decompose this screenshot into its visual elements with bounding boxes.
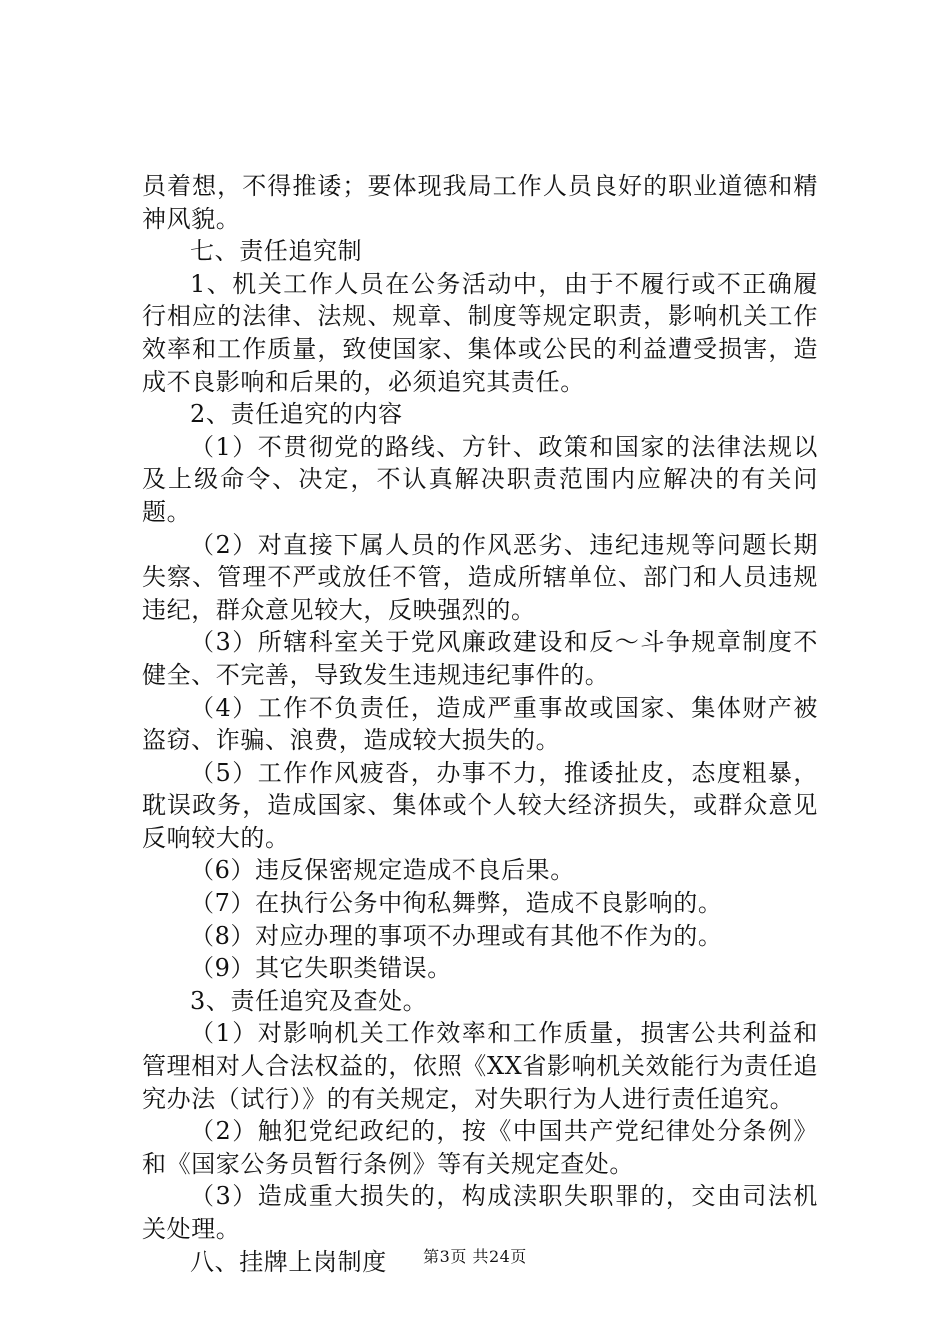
list-item: （2）触犯党纪政纪的，按《中国共产党纪律处分条例》和《国家公务员暂行条例》等有关规定查处。 (142, 1117, 818, 1178)
list-item: （1）不贯彻党的路线、方针、政策和国家的法律法规以及上级命令、决定，不认真解决职责范围内应解决的有关问题。 (142, 432, 818, 526)
list-item: （4）工作不负责任，造成严重事故或国家、集体财产被盗窃、诈骗、浪费，造成较大损失的。 (142, 693, 818, 755)
paragraph: 2、责任追究的内容 (190, 400, 403, 429)
list-item: （7）在执行公务中徇私舞弊，造成不良影响的。 (190, 889, 723, 918)
page-number-footer: 第3页 共24页 (423, 1247, 527, 1266)
section-heading: 七、责任追究制 (190, 237, 363, 266)
list-item: （1）对影响机关工作效率和工作质量，损害公共利益和管理相对人合法权益的，依照《XX省影响机关效能行为责任追究办法（试行）》的有关规定，对失职行为人进行责任追究。 (142, 1019, 818, 1113)
list-item: （9）其它失职类错误。 (190, 954, 452, 983)
list-item: （3）所辖科室关于党风廉政建设和反～斗争规章制度不健全、不完善，导致发生违规违纪事件的。 (142, 628, 818, 689)
paragraph: 1、机关工作人员在公务活动中，由于不履行或不正确履行相应的法律、法规、规章、制度等规定职责，影响机关工作效率和工作质量，致使国家、集体或公民的利益遭受损害，造成不良影响和后果的，必须追究其责任。 (142, 269, 818, 396)
list-item: （6）违反保密规定造成不良后果。 (190, 856, 575, 885)
section-heading: 八、挂牌上岗制度 (190, 1247, 387, 1276)
document-body (142, 170, 818, 1278)
list-item: （2）对直接下属人员的作风恶劣、违纪违规等问题长期失察、管理不严或放任不管，造成所辖单位、部门和人员违规违纪，群众意见较大，反映强烈的。 (142, 530, 818, 624)
list-item: （5）工作作风疲沓，办事不力，推诿扯皮，态度粗暴，耽误政务，造成国家、集体或个人较大经济损失，或群众意见反响较大的。 (142, 758, 818, 852)
paragraph: 3、责任追究及查处。 (190, 986, 428, 1015)
paragraph: 员着想，不得推诿；要体现我局工作人员良好的职业道德和精神风貌。 (142, 172, 818, 233)
list-item: （3）造成重大损失的，构成渎职失职罪的，交由司法机关处理。 (142, 1182, 818, 1243)
list-item: （8）对应办理的事项不办理或有其他不作为的。 (190, 921, 723, 950)
